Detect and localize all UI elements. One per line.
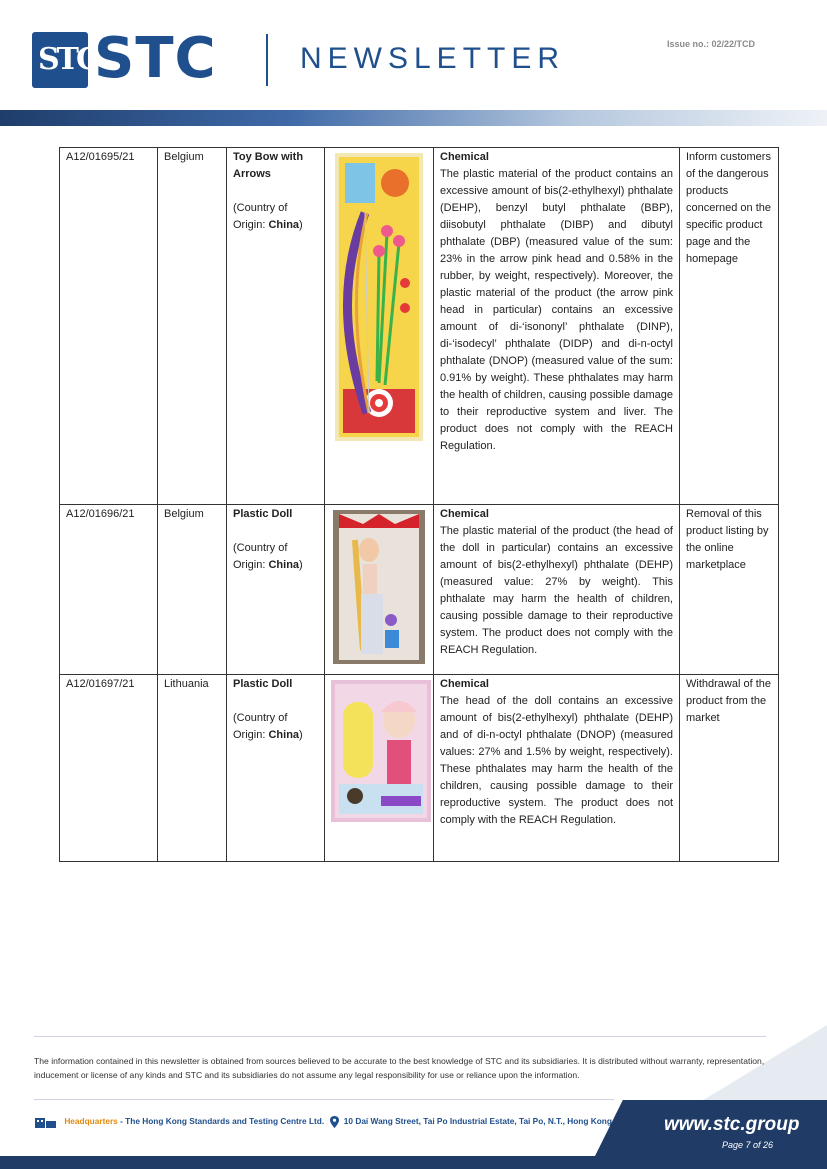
risk-type: Chemical xyxy=(440,508,489,520)
origin-label: (Country of Origin: xyxy=(233,202,288,231)
product-cell xyxy=(227,505,325,675)
risk-type: Chemical xyxy=(440,678,489,690)
measure-cell: Inform customers of the dangerous products concerned on the specific product page and the homepage xyxy=(680,148,779,505)
toy-bow-with-arrows-photo xyxy=(335,153,423,441)
risk-cell xyxy=(434,148,680,505)
disclaimer: The information contained in this newsletter is obtained from sources believed to be accurate to the best knowledge of STC and its subsidiaries. It is distributed without warranty, representation, inducement or license of any kinds and STC and its subsidiaries do not assume any legal responsibility for use or reliance upon the information. xyxy=(34,1056,765,1080)
risk-cell xyxy=(434,675,680,862)
origin xyxy=(233,200,318,234)
product-cell xyxy=(227,148,325,505)
header-band xyxy=(0,110,827,126)
product-name: Plastic Doll xyxy=(233,678,293,690)
origin-close: ) xyxy=(299,559,303,571)
plastic-doll-photo xyxy=(333,510,425,664)
image-cell xyxy=(325,148,434,505)
headquarters-line xyxy=(34,1116,612,1128)
footer-divider-2 xyxy=(34,1099,614,1100)
origin-value: China xyxy=(268,729,300,741)
product-name: Toy Bow with Arrows xyxy=(233,151,304,180)
country-cell: Lithuania xyxy=(158,675,227,862)
product-alert-table xyxy=(59,147,779,862)
brand-name: STC xyxy=(94,26,217,91)
table-row xyxy=(60,505,779,675)
newsletter-title: NEWSLETTER xyxy=(300,42,566,75)
origin-close: ) xyxy=(299,729,303,741)
ref-cell: A12/01696/21 xyxy=(60,505,158,675)
product-name: Plastic Doll xyxy=(233,508,293,520)
ref-cell: A12/01697/21 xyxy=(60,675,158,862)
country-cell: Belgium xyxy=(158,505,227,675)
image-cell xyxy=(325,675,434,862)
issue-value: 02/22/TCD xyxy=(711,39,756,49)
location-pin-icon xyxy=(330,1116,339,1128)
hq-company: - The Hong Kong Standards and Testing Centre Ltd. xyxy=(117,1116,325,1127)
product-cell xyxy=(227,675,325,862)
ref-cell: A12/01695/21 xyxy=(60,148,158,505)
origin-label: (Country of Origin: xyxy=(233,542,288,571)
origin xyxy=(233,540,318,574)
header-divider xyxy=(266,34,268,86)
hq-label: Headquarters xyxy=(64,1116,118,1127)
issue-number xyxy=(667,39,755,49)
boxed-plastic-doll-photo xyxy=(331,680,431,822)
building-icon xyxy=(34,1116,58,1128)
stc-logo-mark xyxy=(32,32,97,88)
origin-value: China xyxy=(268,219,300,231)
origin-label: (Country of Origin: xyxy=(233,712,288,741)
issue-label: Issue no.: xyxy=(667,39,710,49)
country-cell: Belgium xyxy=(158,148,227,505)
measure-cell: Removal of this product listing by the online marketplace xyxy=(680,505,779,675)
footer-divider xyxy=(34,1036,766,1037)
origin-value: China xyxy=(268,559,300,571)
risk-type: Chemical xyxy=(440,151,489,163)
table-row xyxy=(60,675,779,862)
measure-cell: Withdrawal of the product from the market xyxy=(680,675,779,862)
image-cell xyxy=(325,505,434,675)
footer-band xyxy=(0,1156,827,1169)
origin xyxy=(233,710,318,744)
risk-description: The head of the doll contains an excessive amount of bis(2-ethylhexyl) phthalate (DEHP) and of di-n-octyl phthalate (DNOP) (measured values: 27% and 1.5% by weight, respectively). These phthalates may harm the health of the children, causing possible damage to their reproductive system. The product does not comply with the REACH Regulation. xyxy=(440,695,673,826)
page-number: Page 7 of 26 xyxy=(722,1140,774,1150)
website-link[interactable]: www.stc.group xyxy=(664,1114,800,1135)
logo-mark-text: STC xyxy=(38,42,97,77)
hq-address: 10 Dai Wang Street, Tai Po Industrial Estate, Tai Po, N.T., Hong Kong xyxy=(343,1116,612,1127)
risk-cell xyxy=(434,505,680,675)
table-row xyxy=(60,148,779,505)
risk-description: The plastic material of the product contains an excessive amount of bis(2-ethylhexyl) phthalate (DEHP), benzyl butyl phthalate (BBP), diisobutyl phthalate (DIBP) and dibutyl phthalate (DBP) (measured value of the sum: 23% in the arrow pink head and 0.58% in the rubber, by weight, respectively). Moreover, the plastic material of the product (the arrow pink head in particular) contains an excessive amount of di-‘isononyl’ phthalate (DINP), di-‘isodecyl’ phthalate (DIDP) and di-n-octyl phthalate (DNOP) (measured value of the sum: 0.91% by weight). These phthalates may harm the health of children, causing possible damage to their reproductive system and liver. The product does not comply with the REACH Regulation. xyxy=(440,168,673,452)
origin-close: ) xyxy=(299,219,303,231)
risk-description: The plastic material of the product (the head of the doll in particular) contains an excessive amount of bis(2-ethylhexyl) phthalate (DEHP) (measured value: 27% by weight). This phthalate may harm the health of children, causing possible damage to their reproductive system. The product does not comply with the REACH Regulation. xyxy=(440,525,673,656)
